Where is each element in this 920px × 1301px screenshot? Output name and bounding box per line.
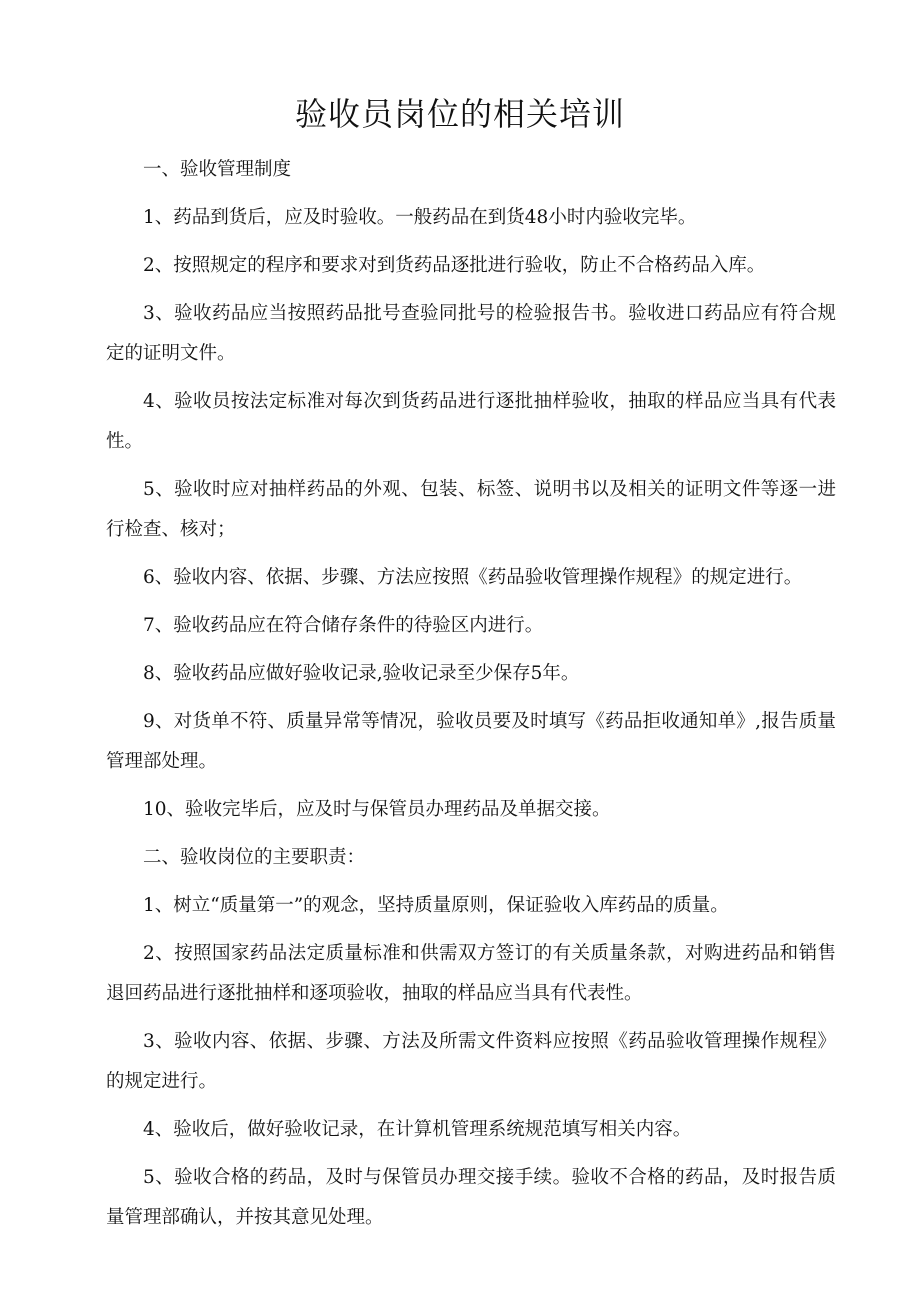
paragraph: 9、对货单不符、质量异常等情况，验收员要及时填写《药品拒收通知单》,报告质量管理部处理。 [106,711,836,772]
paragraph: 1、药品到货后，应及时验收。一般药品在到货48小时内验收完毕。 [143,207,697,228]
paragraph: 5、验收合格的药品，及时与保管员办理交接手续。验收不合格的药品，及时报告质量管理部确认，并按其意见处理。 [106,1167,836,1228]
paragraph: 1、树立“质量第一”的观念，坚持质量原则，保证验收入库药品的质量。 [143,895,729,916]
page-title: 验收员岗位的相关培训 [294,95,625,133]
section-heading: 二、验收岗位的主要职责： [143,847,366,868]
section-heading: 一、验收管理制度 [143,159,292,180]
paragraph: 3、验收内容、依据、步骤、方法及所需文件资料应按照《药品验收管理操作规程》的规定进行。 [106,1031,836,1092]
paragraph: 4、验收员按法定标准对每次到货药品进行逐批抽样验收，抽取的样品应当具有代表性。 [106,391,836,452]
paragraph: 10、验收完毕后，应及时与保管员办理药品及单据交接。 [143,799,611,820]
document-body [106,150,836,1246]
paragraph: 6、验收内容、依据、步骤、方法应按照《药品验收管理操作规程》的规定进行。 [143,567,803,588]
paragraph: 4、验收后，做好验收记录，在计算机管理系统规范填写相关内容。 [143,1119,692,1140]
paragraph: 2、按照规定的程序和要求对到货药品逐批进行验收，防止不合格药品入库。 [143,255,766,276]
paragraph: 3、验收药品应当按照药品批号查验同批号的检验报告书。验收进口药品应有符合规定的证明文件。 [106,303,836,364]
paragraph: 5、验收时应对抽样药品的外观、包装、标签、说明书以及相关的证明文件等逐一进行检查、核对； [106,479,836,540]
paragraph: 2、按照国家药品法定质量标准和供需双方签订的有关质量条款，对购进药品和销售退回药品进行逐批抽样和逐项验收，抽取的样品应当具有代表性。 [106,943,836,1004]
paragraph: 7、验收药品应在符合储存条件的待验区内进行。 [143,615,544,636]
paragraph: 8、验收药品应做好验收记录,验收记录至少保存5年。 [143,663,580,684]
